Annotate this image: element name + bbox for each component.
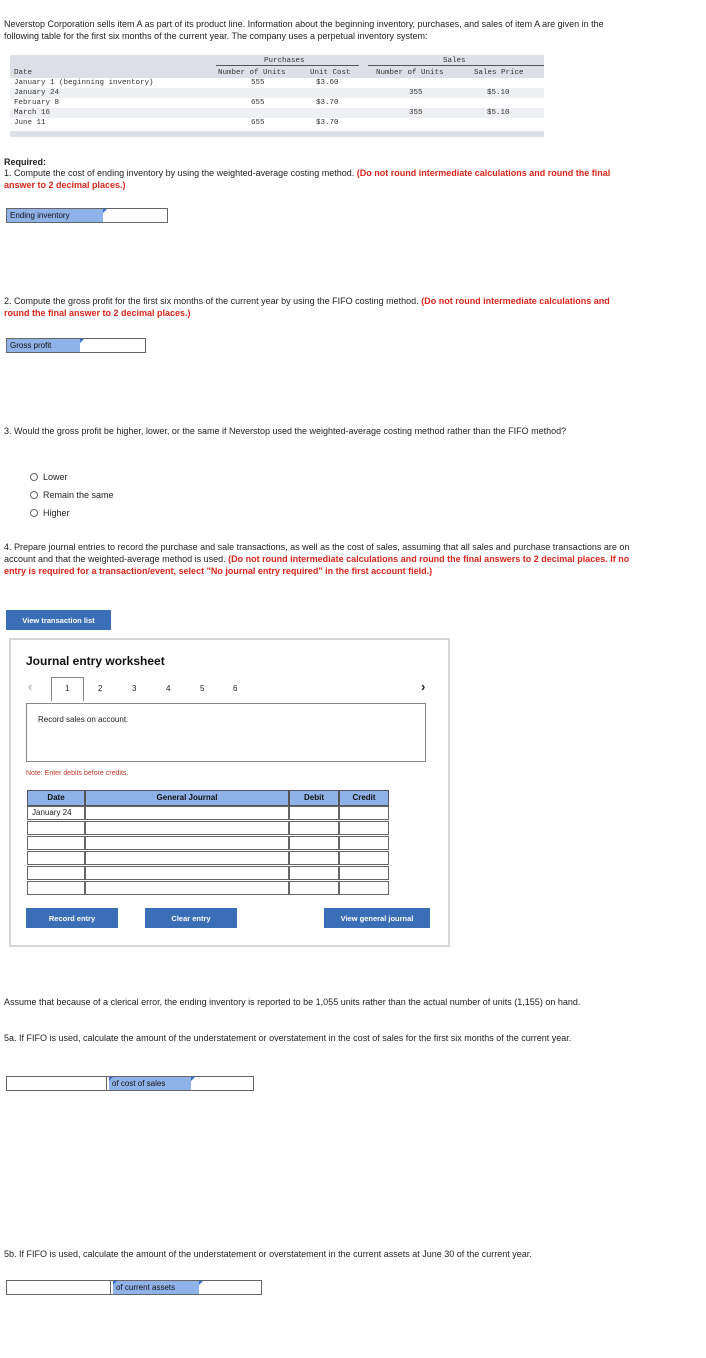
question-2-instruction: (Do not round intermediate calculations and round the final answer to 2 decimal places.) [4, 296, 610, 318]
journal-credit-input[interactable] [339, 836, 389, 850]
chevron-right-icon[interactable]: › [421, 679, 426, 694]
gross-profit-input[interactable] [80, 339, 145, 352]
journal-debit-input[interactable] [289, 851, 339, 865]
question-2-text: 2. Compute the gross profit for the first six months of the current year by using the FIFO costing method. [4, 296, 419, 306]
journal-account-input[interactable] [85, 866, 289, 880]
view-general-journal-button[interactable]: View general journal [324, 908, 430, 928]
option-remain-the-same[interactable] [30, 489, 114, 501]
col-sales-units-header: Number of Units [376, 69, 444, 77]
assumption-text: Assume that because of a clerical error, the ending inventory is reported to be 1,055 units rather than the actual number of units (1,155) on hand. [4, 997, 581, 1007]
col-sales-price-header: Sales Price [474, 69, 524, 77]
purchases-group-header: Purchases [264, 57, 305, 65]
view-transaction-list-button[interactable]: View transaction list [6, 610, 111, 630]
input-marker-icon [113, 1281, 117, 1285]
ending-inventory-field [6, 208, 168, 223]
col-unit-cost-header: Unit Cost [310, 69, 351, 77]
worksheet-tab-3[interactable]: 3 [132, 684, 137, 693]
table-row-date: January 1 (beginning inventory) [14, 79, 154, 87]
journal-account-input[interactable] [85, 806, 289, 820]
input-marker-icon [109, 1077, 113, 1081]
question-1 [4, 167, 634, 191]
intro-text: Neverstop Corporation sells item A as part of its product line. Information about the beginning inventory, purchases, and sales of item A are given in the following table for the first six months of the current year. The company uses a perpetual inventory system: [4, 19, 604, 41]
question-1-text: 1. Compute the cost of ending inventory by using the weighted-average costing method. [4, 168, 355, 178]
journal-date-cell [27, 881, 85, 895]
input-marker-icon [199, 1281, 203, 1285]
worksheet-tab-2[interactable]: 2 [98, 684, 103, 693]
worksheet-tab-5[interactable]: 5 [200, 684, 205, 693]
transaction-description-box [26, 703, 426, 762]
journal-debit-input[interactable] [289, 806, 339, 820]
record-entry-button[interactable]: Record entry [26, 908, 118, 928]
ending-inventory-label: Ending inventory [7, 209, 103, 222]
journal-date-cell [27, 836, 85, 850]
journal-date-cell [27, 866, 85, 880]
option-label: Lower [43, 472, 68, 482]
current-assets-input[interactable] [199, 1281, 261, 1294]
option-lower[interactable] [30, 471, 68, 483]
worksheet-tab-4[interactable]: 4 [166, 684, 171, 693]
worksheet-title: Journal entry worksheet [26, 654, 165, 668]
option-label: Higher [43, 508, 70, 518]
table-cell: $3.70 [316, 99, 339, 107]
journal-debit-input[interactable] [289, 881, 339, 895]
journal-date-cell: January 24 [27, 806, 85, 820]
radio-icon[interactable] [30, 491, 38, 499]
cost-of-sales-label: of cost of sales [109, 1077, 191, 1090]
table-cell: 655 [251, 119, 265, 127]
journal-credit-input[interactable] [339, 851, 389, 865]
table-row-date: January 24 [14, 89, 60, 97]
cost-of-sales-field [6, 1076, 254, 1091]
transaction-description: Record sales on account. [38, 715, 129, 724]
journal-col-debit: Debit [289, 790, 339, 806]
journal-credit-input[interactable] [339, 821, 389, 835]
col-date-header: Date [14, 69, 33, 77]
journal-debit-input[interactable] [289, 866, 339, 880]
worksheet-tab-1[interactable]: 1 [65, 684, 70, 693]
input-marker-icon [80, 339, 84, 343]
required-heading: Required: [4, 157, 47, 167]
table-cell: 355 [409, 89, 423, 97]
question-2 [4, 295, 634, 319]
journal-date-cell [27, 851, 85, 865]
journal-credit-input[interactable] [339, 866, 389, 880]
option-label: Remain the same [43, 490, 114, 500]
table-cell: 655 [251, 99, 265, 107]
journal-account-input[interactable] [85, 881, 289, 895]
radio-icon[interactable] [30, 509, 38, 517]
table-row-date: June 11 [14, 119, 46, 127]
question-3-text: 3. Would the gross profit be higher, lower, or the same if Neverstop used the weighted-average costing method rather than the FIFO method? [4, 426, 567, 436]
table-cell: 355 [409, 109, 423, 117]
journal-account-input[interactable] [85, 836, 289, 850]
gross-profit-label: Gross profit [7, 339, 80, 352]
question-5a-text: 5a. If FIFO is used, calculate the amount of the understatement or overstatement in the cost of sales for the first six months of the current year. [4, 1033, 572, 1043]
question-1-instruction: (Do not round intermediate calculations and round the final answer to 2 decimal places.) [4, 168, 611, 190]
question-4-instruction: (Do not round intermediate calculations and round the final answers to 2 decimal places. If no entry is required for a transaction/event, select "No journal entry required" in the first account field.) [4, 554, 630, 576]
journal-entry-worksheet [9, 638, 450, 947]
journal-credit-input[interactable] [339, 881, 389, 895]
gross-profit-field [6, 338, 146, 353]
clear-entry-button[interactable]: Clear entry [145, 908, 237, 928]
chevron-left-icon[interactable]: ‹ [28, 679, 33, 694]
table-cell: $3.70 [316, 119, 339, 127]
sales-group-header: Sales [443, 57, 466, 65]
col-purchase-units-header: Number of Units [218, 69, 286, 77]
radio-icon[interactable] [30, 473, 38, 481]
table-cell: 555 [251, 79, 265, 87]
journal-col-credit: Credit [339, 790, 389, 806]
table-cell: $3.60 [316, 79, 339, 87]
journal-date-cell [27, 821, 85, 835]
worksheet-tab-6[interactable]: 6 [233, 684, 238, 693]
input-marker-icon [103, 209, 107, 213]
cost-of-sales-input[interactable] [191, 1077, 253, 1090]
current-assets-label: of current assets [113, 1281, 199, 1294]
journal-debit-input[interactable] [289, 836, 339, 850]
table-row-date: February 8 [14, 99, 60, 107]
table-row-date: March 16 [14, 109, 51, 117]
journal-debit-input[interactable] [289, 821, 339, 835]
journal-account-input[interactable] [85, 851, 289, 865]
option-higher[interactable] [30, 507, 70, 519]
journal-credit-input[interactable] [339, 806, 389, 820]
input-marker-icon [191, 1077, 195, 1081]
debit-credit-note: Note: Enter debits before credits. [26, 770, 129, 777]
journal-account-input[interactable] [85, 821, 289, 835]
journal-col-date: Date [27, 790, 85, 806]
table-cell: $5.10 [487, 89, 510, 97]
question-4 [4, 541, 634, 577]
ending-inventory-input[interactable] [103, 209, 167, 222]
cost-of-sales-dropdown[interactable] [7, 1077, 107, 1090]
table-cell: $5.10 [487, 109, 510, 117]
current-assets-dropdown[interactable] [7, 1281, 111, 1294]
journal-col-general-journal: General Journal [85, 790, 289, 806]
question-4-text: 4. Prepare journal entries to record the purchase and sale transactions, as well as the cost of sales, assuming that all sales and purchase transactions are on account and that the weighted-average method is used. [4, 542, 630, 564]
question-5b-text: 5b. If FIFO is used, calculate the amount of the understatement or overstatement in the current assets at June 30 of the current year. [4, 1249, 532, 1259]
current-assets-field [6, 1280, 262, 1295]
